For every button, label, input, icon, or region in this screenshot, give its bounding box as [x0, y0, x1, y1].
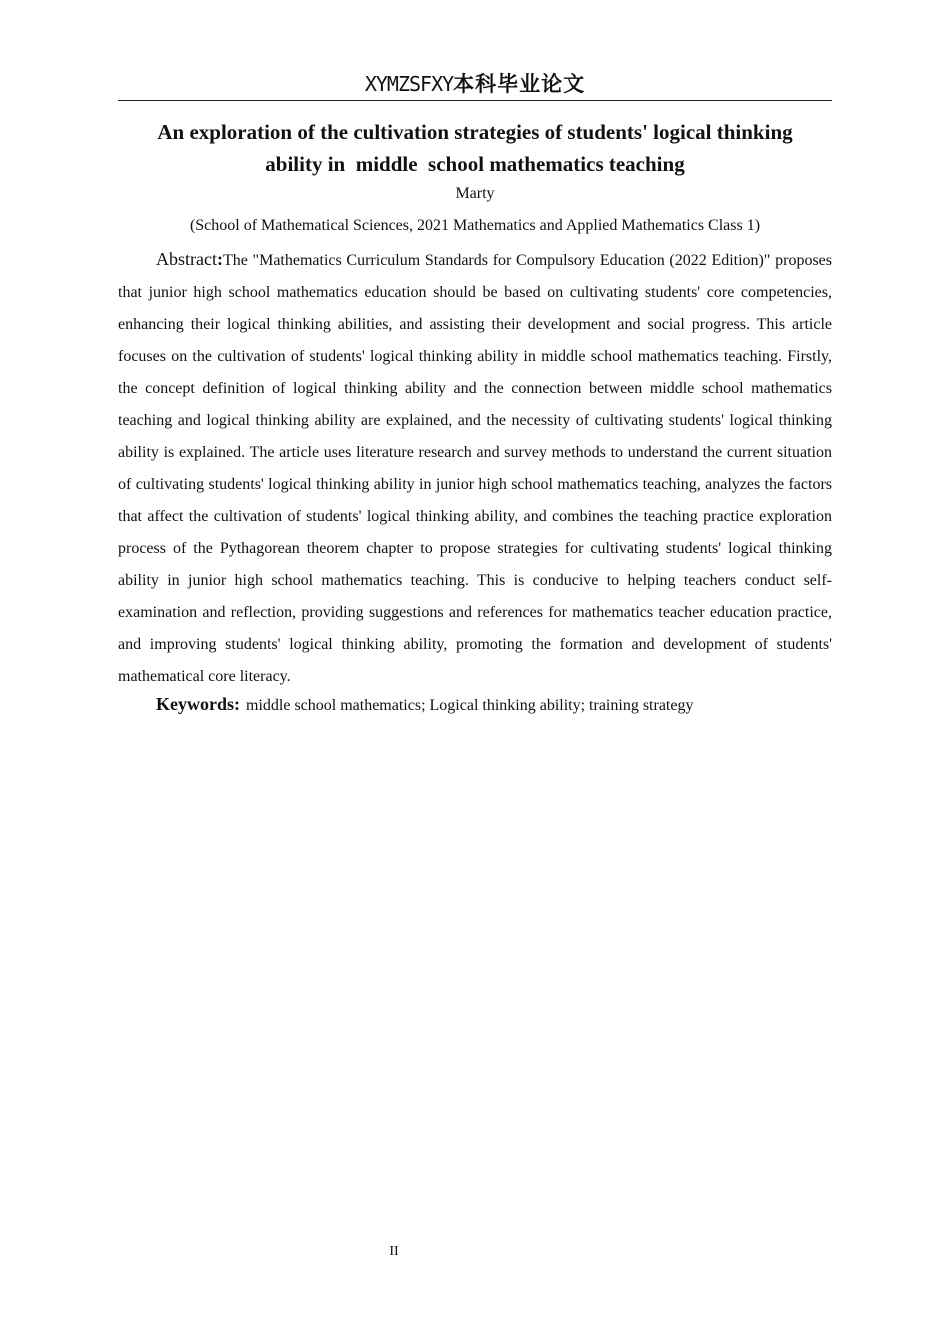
abstract-label: Abstract: [156, 249, 217, 269]
paper-title: [118, 116, 832, 180]
abstract-colon: :: [216, 249, 223, 269]
page-number: II: [389, 1244, 399, 1259]
author-name: Marty: [455, 185, 495, 202]
abstract-text: The "Mathematics Curriculum Standards for Compulsory Education (2022 Edition)" proposes that junior high school mathematics education should be based on cultivating students' core competencies, enhancing their logical thinking abilities, and assisting their development and social progress. This article focuses on the cultivation of students' logical thinking ability in middle school mathematics teaching. Firstly, the concept definition of logical thinking ability and the connection between middle school mathematics teaching and logical thinking ability are explained, and the necessity of cultivating students' logical thinking ability is explained. The article uses literature research and survey methods to understand the current situation of cultivating students' logical thinking ability in junior high school mathematics teaching, analyzes the factors that affect the cultivation of students' logical thinking ability, and combines the teaching practice exploration process of the Pythagorean theorem chapter to propose strategies for cultivating students' logical thinking ability in junior high school mathematics teaching. This is conducive to helping teachers conduct self-examination and reflection, providing suggestions and references for mathematics teacher education practice, and improving students' logical thinking ability, promoting the formation and development of students' mathematical core literacy.: [118, 252, 832, 685]
running-header: [118, 70, 832, 101]
paper-title-line-2: ability in middle school mathematics teaching: [265, 152, 685, 176]
keywords-label: Keywords:: [156, 694, 240, 714]
header-institution-code: XYMZSFXY: [364, 72, 454, 96]
keywords-text: middle school mathematics; Logical thinking ability; training strategy: [246, 697, 694, 714]
abstract-paragraph: [118, 243, 832, 693]
paper-title-line-1: An exploration of the cultivation strategies of students' logical thinking: [157, 120, 793, 144]
header-thesis-type: 本科毕业论文: [453, 72, 586, 96]
keywords-line: [118, 690, 832, 720]
author-affiliation: (School of Mathematical Sciences, 2021 Mathematics and Applied Mathematics Class 1): [189, 217, 761, 234]
